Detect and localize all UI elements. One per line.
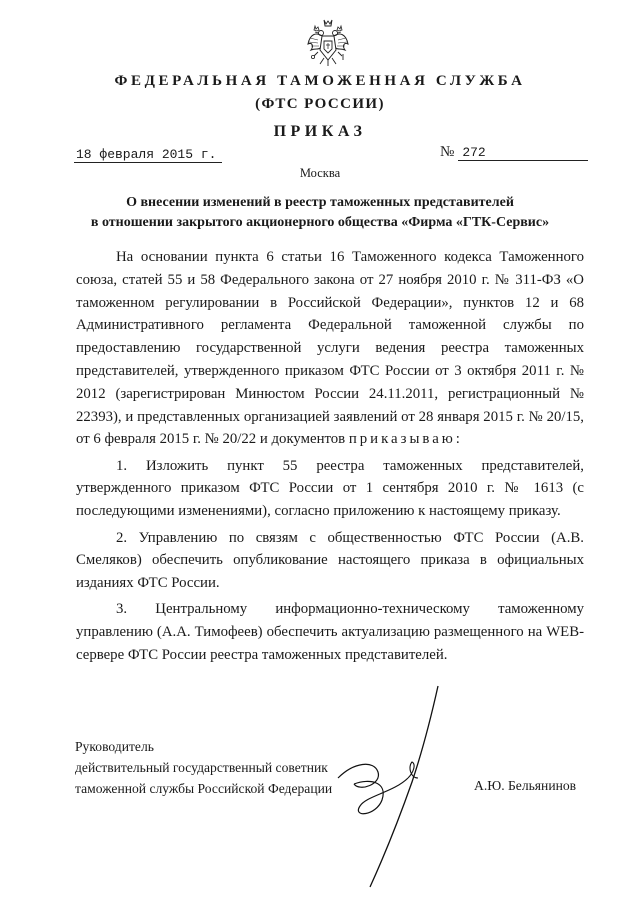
handwritten-signature: [330, 682, 480, 892]
signatory-title-line-2: действительный государственный советник: [75, 760, 328, 775]
coat-of-arms-emblem: [306, 18, 350, 68]
organization-title: ФЕДЕРАЛЬНАЯ ТАМОЖЕННАЯ СЛУЖБА: [114, 73, 526, 89]
organization-short-name: (ФТС РОССИИ): [255, 96, 385, 112]
preamble-paragraph: [76, 246, 584, 451]
document-heading: [0, 193, 640, 233]
signatory-title-line-3: таможенной службы Российской Федерации: [75, 781, 333, 796]
order-item-2: 2. Управлению по связям с общественностью ФТС России (А.В. Смеляков) обеспечить опубликование настоящего приказа в официальных изданиях ФТС России.: [76, 529, 584, 592]
document-type: ПРИКАЗ: [273, 123, 367, 140]
signatory-name: А.Ю. Бельянинов: [474, 778, 577, 793]
order-item-3: 3. Центральному информационно-техническому таможенному управлению (А.А. Тимофеев) обеспечить актуализацию размещенного на WEB-сервере ФТС России реестра таможенных представителей.: [76, 601, 584, 664]
document-body: [76, 246, 584, 667]
signatory-title: [75, 736, 332, 799]
document-date: 18 февраля 2015 г.: [74, 147, 222, 163]
heading-line-1: О внесении изменений в реестр таможенных представителей: [126, 195, 514, 210]
order-word: приказываю:: [348, 431, 463, 448]
number-value: 272: [458, 145, 588, 161]
heading-line-2: в отношении закрытого акционерного общества «Фирма «ГТК-Сервис»: [90, 215, 550, 230]
signatory-title-line-1: Руководитель: [75, 739, 154, 754]
number-label: №: [440, 144, 455, 160]
document-city: Москва: [299, 166, 341, 180]
order-item-1: 1. Изложить пункт 55 реестра таможенных представителей, утвержденного приказом ФТС России от 1 сентября 2010 г. № 1613 (с последующими изменениями), согласно приложению к настоящему приказу.: [76, 457, 584, 520]
document-number: [440, 144, 588, 161]
preamble-text: На основании пункта 6 статьи 16 Таможенного кодекса Таможенного союза, статей 55 и 58 Федерального закона от 27 ноября 2010 г. № 311-ФЗ «О таможенном регулировании в Российской Федерации», пунктов 12 и 68 Административного регламента Федеральной таможенной службы по предоставлению государственной услуги ведения реестра таможенных представителей, утвержденного приказом ФТС России от 3 октября 2011 г. № 2012 (зарегистрирован Минюстом России 24.11.2011, регистрационный № 22393), и представленных организацией заявлений от 28 января 2015 г. № 20/15, от 6 февраля 2015 г. № 20/22 и документов: [76, 249, 584, 448]
